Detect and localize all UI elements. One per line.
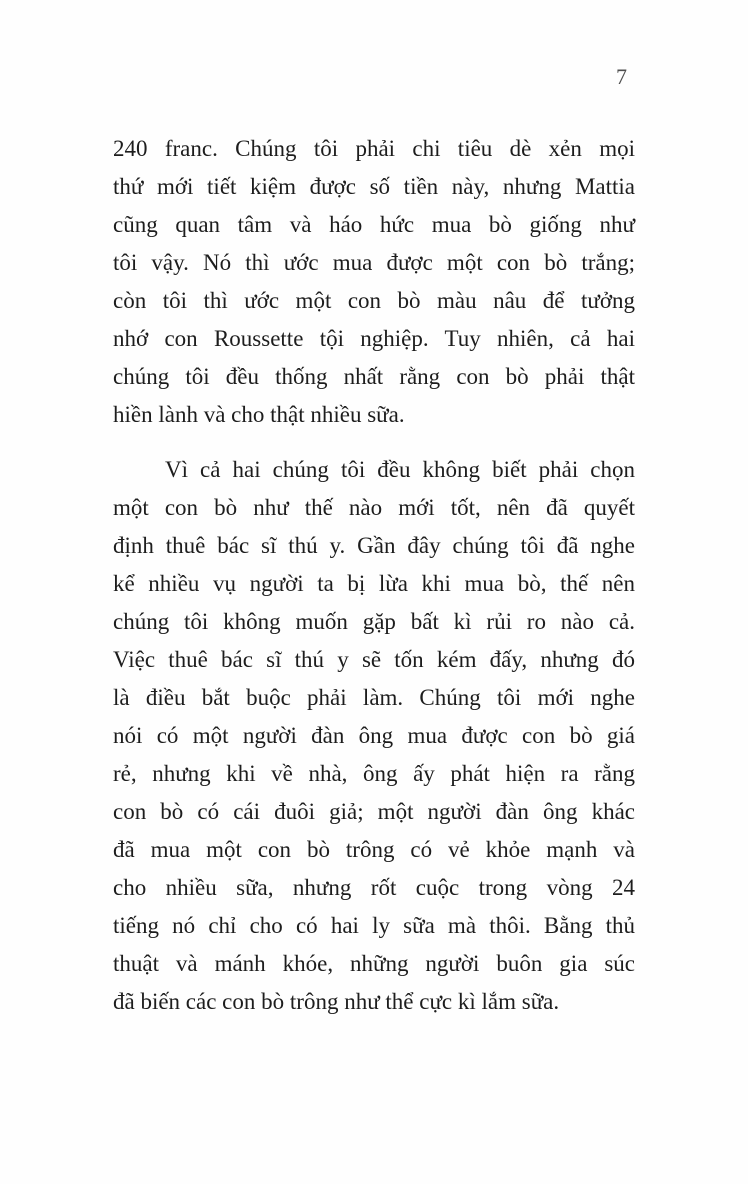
- paragraph: [113, 451, 635, 1021]
- paragraph: [113, 130, 635, 434]
- text-line: tiếng nó chỉ cho có hai ly sữa mà thôi. Bằng thủ: [113, 913, 635, 938]
- text-line: một con bò như thế nào mới tốt, nên đã quyết: [113, 495, 635, 520]
- text-line: thứ mới tiết kiệm được số tiền này, nhưng Mattia: [113, 174, 635, 199]
- text-line: còn tôi thì ước một con bò màu nâu để tưởng: [113, 288, 635, 313]
- text-block: [113, 130, 635, 1021]
- text-line: là điều bắt buộc phải làm. Chúng tôi mới nghe: [113, 685, 635, 710]
- page-number: 7: [616, 64, 627, 89]
- text-line: Vì cả hai chúng tôi đều không biết phải chọn: [165, 457, 635, 482]
- text-line: con bò có cái đuôi giả; một người đàn ông khác: [113, 799, 635, 824]
- text-line: cũng quan tâm và háo hức mua bò giống như: [113, 212, 635, 237]
- text-line: đã biến các con bò trông như thể cực kì lắm sữa.: [113, 989, 560, 1014]
- text-line: nhớ con Roussette tội nghiệp. Tuy nhiên, cả hai: [113, 326, 635, 351]
- text-line: hiền lành và cho thật nhiều sữa.: [113, 402, 405, 427]
- text-line: nói có một người đàn ông mua được con bò giá: [113, 723, 635, 748]
- text-line: kể nhiều vụ người ta bị lừa khi mua bò, thế nên: [113, 571, 635, 596]
- text-line: thuật và mánh khóe, những người buôn gia súc: [113, 951, 635, 976]
- text-line: 240 franc. Chúng tôi phải chi tiêu dè xẻn mọi: [113, 136, 635, 161]
- text-line: chúng tôi không muốn gặp bất kì rủi ro nào cả.: [113, 609, 635, 634]
- text-line: cho nhiều sữa, nhưng rốt cuộc trong vòng 24: [113, 875, 635, 900]
- text-line: rẻ, nhưng khi về nhà, ông ấy phát hiện ra rằng: [113, 761, 635, 786]
- text-line: chúng tôi đều thống nhất rằng con bò phải thật: [113, 364, 635, 389]
- text-line: tôi vậy. Nó thì ước mua được một con bò trắng;: [113, 250, 635, 275]
- text-line: định thuê bác sĩ thú y. Gần đây chúng tôi đã nghe: [113, 533, 635, 558]
- text-line: Việc thuê bác sĩ thú y sẽ tốn kém đấy, nhưng đó: [113, 647, 635, 672]
- text-line: đã mua một con bò trông có vẻ khỏe mạnh và: [113, 837, 635, 862]
